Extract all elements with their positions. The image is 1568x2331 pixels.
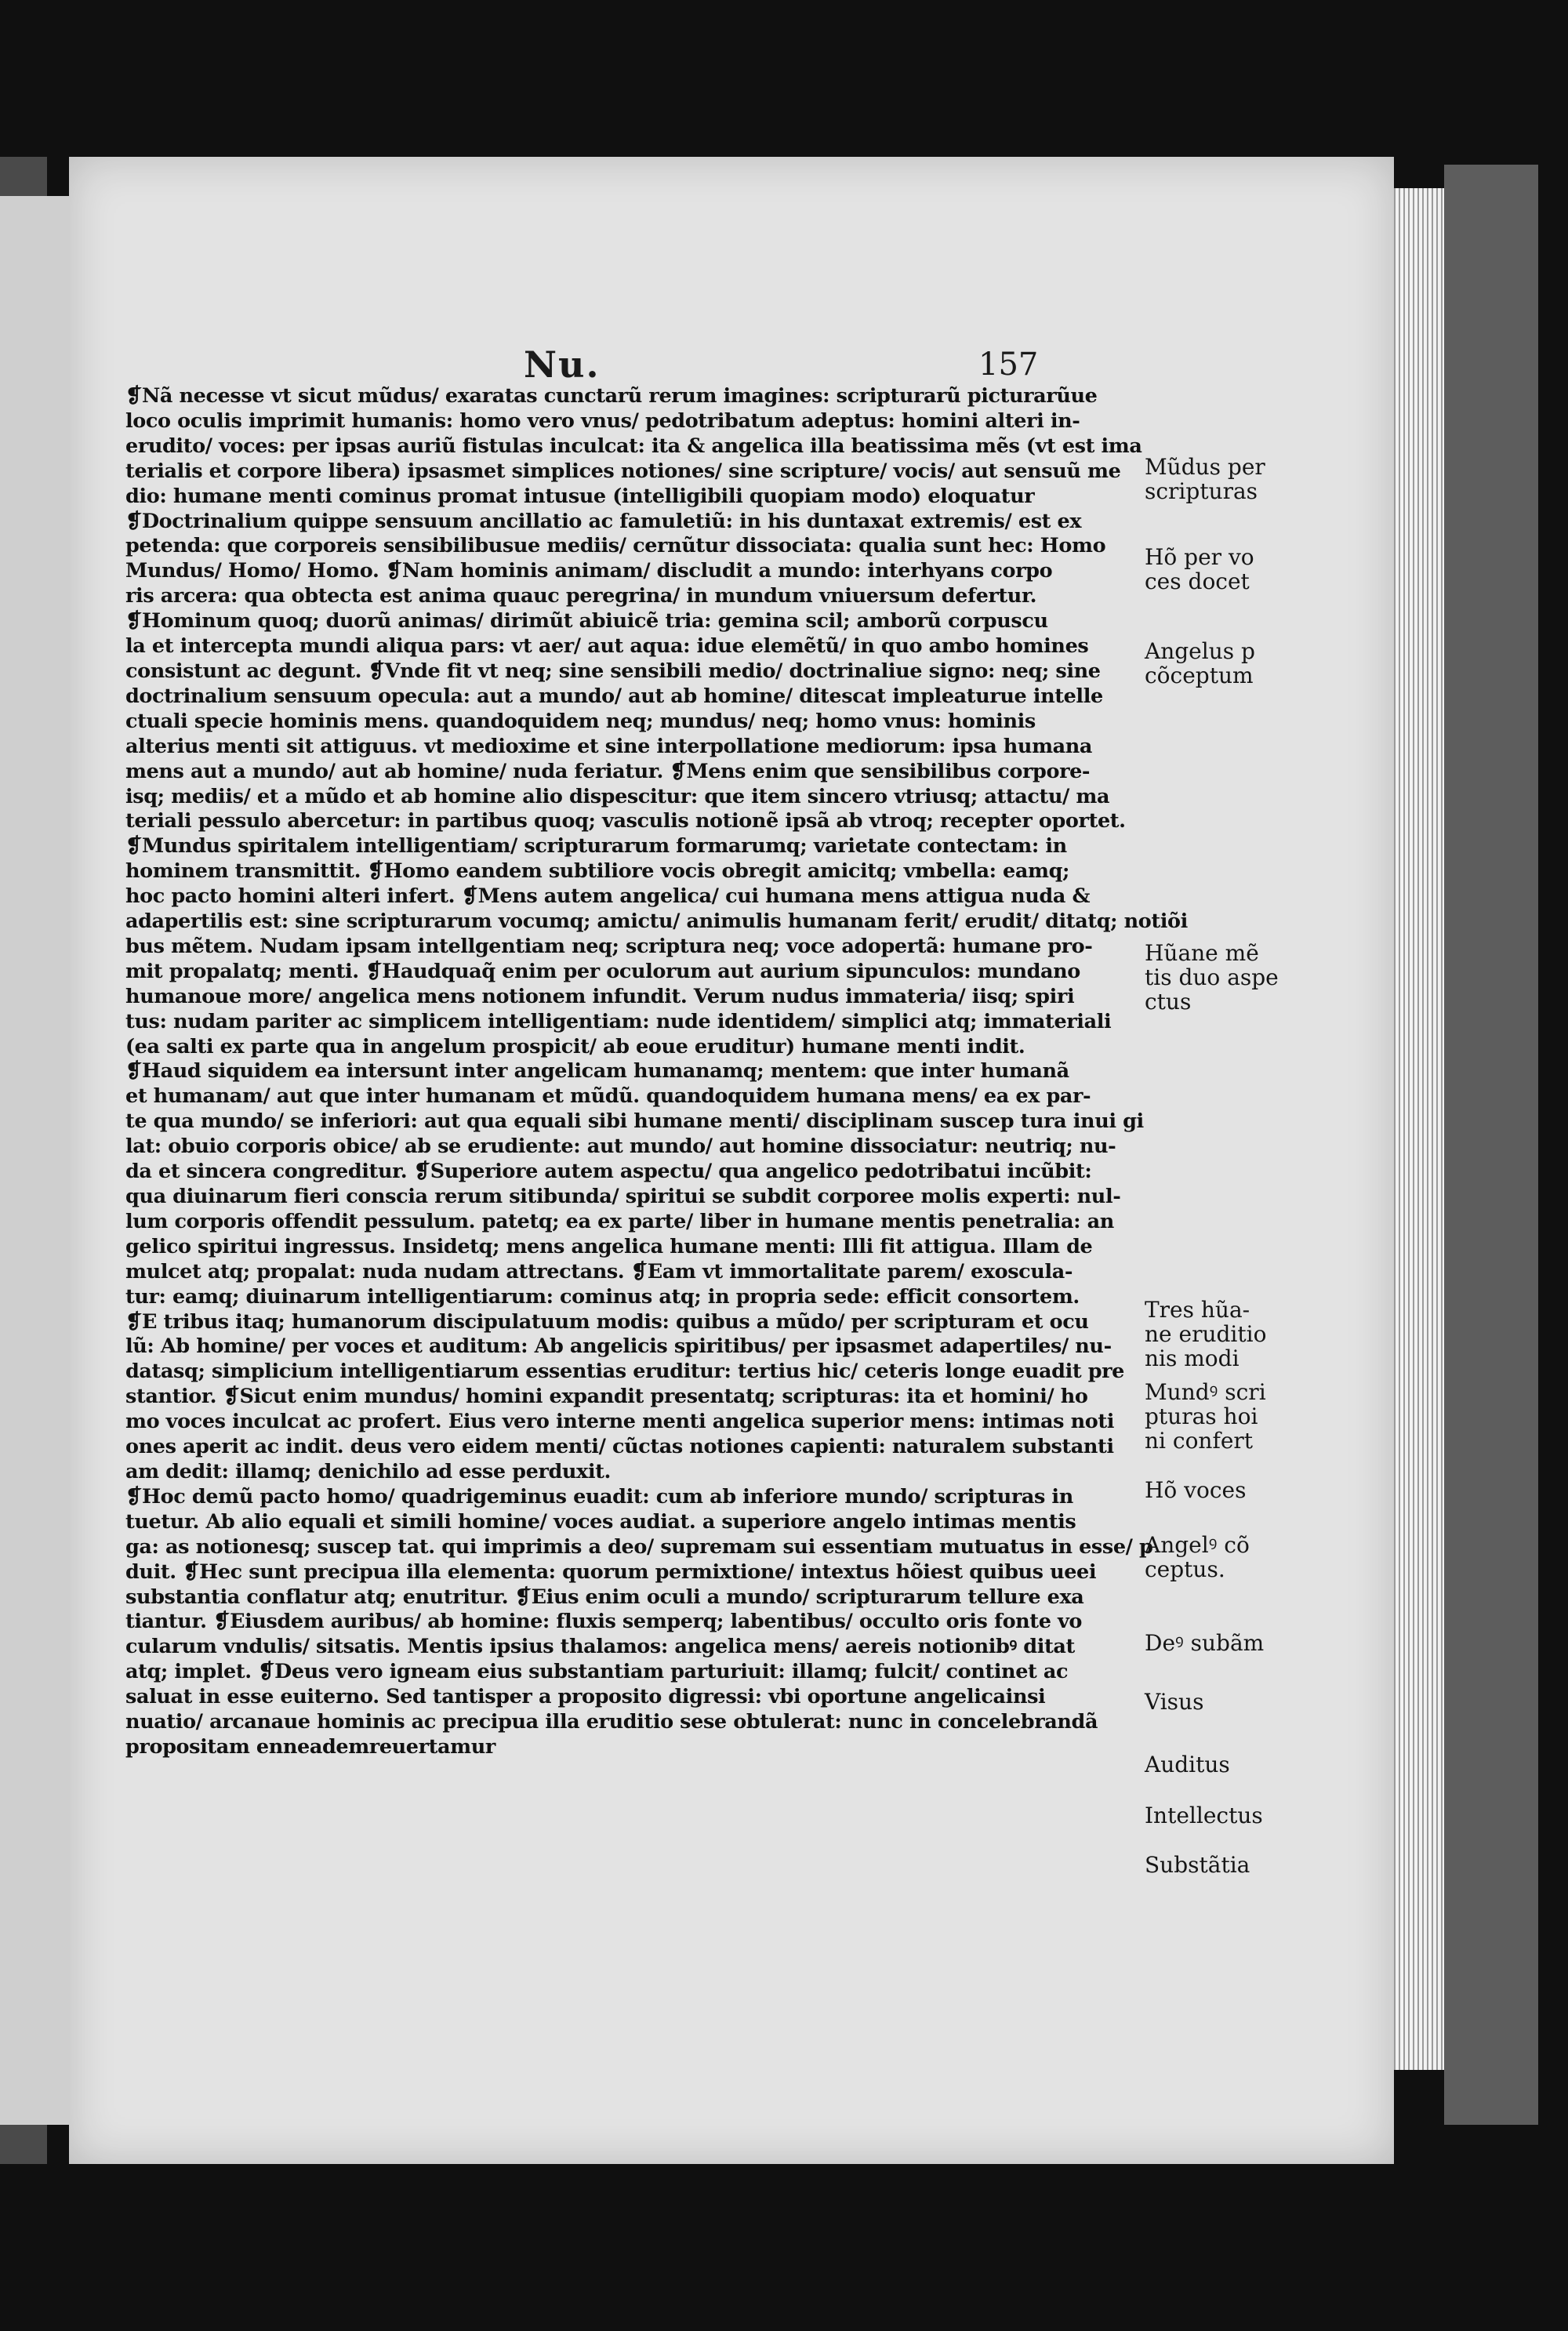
text-line: mens aut a mundo/ aut ab homine/ nuda feriatur. ❡Mens enim que sensibilibus corpore- xyxy=(125,759,1091,783)
text-line: doctrinalium sensuum opecula: aut a mundo/ aut ab homine/ ditescat impleaturue intelle xyxy=(125,684,1103,708)
text-line: atq; implet. ❡Deus vero igneam eius substantiam parturiuit: illamq; fulcit/ continet ac xyxy=(125,1660,1069,1684)
margin-note xyxy=(1145,1631,1294,1655)
margin-note-line: cõceptum xyxy=(1145,663,1254,688)
text-line: adapertilis est: sine scripturarum vocumq; amictu/ animulis humanam ferit/ erudit/ ditatq; notiõi xyxy=(125,910,1188,934)
book-cover-right xyxy=(1444,165,1538,2125)
text-line: loco oculis imprimit humanis: homo vero vnus/ pedotribatum adeptus: homini alteri in- xyxy=(125,408,1080,433)
text-line: ctuali specie hominis mens. quandoquidem neq; mundus/ neq; homo vnus: hominis xyxy=(125,709,1036,733)
text-line: hominem transmittit. ❡Homo eandem subtiliore vocis obregit amicitq; vmbella: eamq; xyxy=(125,859,1070,884)
text-line: teriali pessulo abercetur: in partibus quoq; vasculis notionẽ ipsã ab vtroq; recepter oportet. xyxy=(125,809,1126,833)
text-line: lũ: Ab homine/ per voces et auditum: Ab angelicis spiritibus/ per ipsasmet adapertiles/ nu- xyxy=(125,1334,1112,1359)
margin-note xyxy=(1145,1478,1294,1502)
text-line: et humanam/ aut que inter humanam et mũdũ. quandoquidem humana mens/ ea ex par- xyxy=(125,1084,1091,1109)
text-line: qua diuinarum fieri conscia rerum sitibunda/ spiritui se subdit corporee molis experti: nul- xyxy=(125,1185,1121,1208)
margin-note xyxy=(1145,1533,1294,1581)
text-line: nuatio/ arcanaue hominis ac precipua illa eruditio sese obtulerat: nunc in concelebrandã xyxy=(125,1710,1098,1734)
text-line: ❡Doctrinalium quippe sensuum ancillatio ac famuletiũ: in his duntaxat extremis/ est ex xyxy=(125,509,1082,533)
margin-note-line: nis modi xyxy=(1145,1345,1240,1371)
margin-note-line: ne eruditio xyxy=(1145,1321,1267,1347)
margin-note xyxy=(1145,1690,1294,1714)
text-line: mo voces inculcat ac profert. Eius vero interne menti angelica superior mens: intimas noti xyxy=(125,1410,1115,1434)
text-line: am dedit: illamq; denichilo ad esse perduxit. xyxy=(125,1459,611,1483)
margin-note-line: Visus xyxy=(1145,1689,1204,1715)
text-line: tiantur. ❡Eiusdem auribus/ ab homine: fluxis semperq; labentibus/ occulto oris fonte vo xyxy=(125,1610,1083,1634)
margin-note xyxy=(1145,639,1294,688)
text-line: isq; mediis/ et a mũdo et ab homine alio dispescitur: que item sincero vtriusq; attactu/ ma xyxy=(125,784,1110,808)
text-line: da et sincera congreditur. ❡Superiore autem aspectu/ qua angelico pedotribatui incũbit: xyxy=(125,1160,1092,1184)
page-number: 157 xyxy=(978,347,1039,383)
margin-note-line: Angelꝰ cõ xyxy=(1145,1532,1250,1558)
book-page xyxy=(69,157,1394,2164)
running-title: Nu. xyxy=(524,343,601,386)
text-line: lat: obuio corporis obice/ ab se erudiente: aut mundo/ aut homine dissociatur: neutriq; nu- xyxy=(125,1135,1116,1159)
margin-note-line: Hõ per vo xyxy=(1145,544,1254,570)
text-line: tuetur. Ab alio equali et simili homine/ voces audiat. a superiore angelo intimas mentis xyxy=(125,1509,1076,1534)
text-line: cularum vndulis/ sitsatis. Mentis ipsius thalamos: angelica mens/ aereis notionibꝰ ditat xyxy=(125,1635,1075,1659)
text-line: ris arcera: qua obtecta est anima quauc peregrina/ in mundum vniuersum defertur. xyxy=(125,584,1037,608)
margin-note-line: scripturas xyxy=(1145,478,1258,504)
margin-note-line: pturas hoi xyxy=(1145,1403,1258,1429)
margin-note-line: ceptus. xyxy=(1145,1556,1225,1582)
main-text-block xyxy=(125,384,1279,1878)
text-line: ones aperit ac indit. deus vero eidem menti/ cũctas notiones capienti: naturalem substanti xyxy=(125,1435,1114,1459)
margin-note-line: Angelus p xyxy=(1145,638,1255,664)
margin-note xyxy=(1145,1380,1294,1453)
margin-note-line: Hõ voces xyxy=(1145,1477,1247,1503)
text-line: datasq; simplicium intelligentiarum essentias eruditur: tertius hic/ ceteris longe euadit pre xyxy=(125,1360,1125,1384)
text-line: ❡Mundus spiritalem intelligentiam/ scripturarum formarumq; varietate contectam: in xyxy=(125,834,1067,859)
text-line: bus mẽtem. Nudam ipsam intellgentiam neq; scriptura neq; voce adopertã: humane pro- xyxy=(125,934,1093,958)
margin-note-line: Mũdus per xyxy=(1145,454,1265,480)
text-line: tus: nudam pariter ac simplicem intelligentiam: nude identidem/ simplici atq; immateriali xyxy=(125,1009,1112,1033)
text-line: ❡E tribus itaq; humanorum discipulatuum modis: quibus a mũdo/ per scripturam et ocu xyxy=(125,1309,1089,1334)
text-line: ❡Haud siquidem ea intersunt inter angelicam humanamq; mentem: que inter humanã xyxy=(125,1059,1069,1084)
text-line: ❡Nã necesse vt sicut mũdus/ exaratas cunctarũ rerum imagines: scripturarũ picturarũue xyxy=(125,384,1098,408)
text-line: mit propalatq; menti. ❡Haudquaq̃ enim per oculorum aut aurium sipunculos: mundano xyxy=(125,959,1080,983)
text-line: mulcet atq; propalat: nuda nudam attrectans. ❡Eam vt immortalitate parem/ exoscula- xyxy=(125,1259,1073,1284)
text-line: stantior. ❡Sicut enim mundus/ homini expandit presentatq; scripturas: ita et homini/ ho xyxy=(125,1385,1088,1409)
text-line: propositam enneademreuertamur xyxy=(125,1734,495,1759)
text-line: ❡Hominum quoq; duorũ animas/ dirimũt abiuicẽ tria: gemina scil; amborũ corpuscu xyxy=(125,609,1048,634)
text-line: petenda: que corporeis sensibilibusue mediis/ cernũtur dissociata: qualia sunt hec: Homo xyxy=(125,534,1106,558)
margin-note xyxy=(1145,1298,1294,1371)
text-line: hoc pacto homini alteri infert. ❡Mens autem angelica/ cui humana mens attigua nuda & xyxy=(125,884,1091,909)
margin-note xyxy=(1145,941,1294,1014)
margin-note-line: Intellectus xyxy=(1145,1803,1263,1828)
margin-note-line: ni confert xyxy=(1145,1428,1254,1454)
margin-note xyxy=(1145,1853,1294,1877)
text-line: ga: as notionesq; suscep tat. qui imprimis a deo/ supremam sui essentiam mutuatus in esse/ p xyxy=(125,1534,1153,1559)
margin-note-line: Hũane mẽ xyxy=(1145,940,1259,966)
text-line: substantia conflatur atq; enutritur. ❡Eius enim oculi a mundo/ scripturarum tellure exa xyxy=(125,1585,1084,1609)
text-line: saluat in esse euiterno. Sed tantisper a proposito digressi: vbi oportune angelicainsi xyxy=(125,1685,1046,1709)
margin-note-line: ces docet xyxy=(1145,568,1250,594)
text-line: gelico spiritui ingressus. Insidetq; mens angelica humane menti: Illi fit attigua. Illam de xyxy=(125,1234,1093,1258)
text-line: alterius menti sit attiguus. vt medioxime et sine interpollatione mediorum: ipsa humana xyxy=(125,734,1093,758)
margin-note-line: Mundꝰ scri xyxy=(1145,1379,1266,1405)
text-line: tur: eamq; diuinarum intelligentiarum: cominus atq; in propria sede: efficit consortem. xyxy=(125,1284,1080,1309)
margin-note-line: tis duo aspe xyxy=(1145,964,1279,990)
text-line: humanoue more/ angelica mens notionem infundit. Verum nudus immateria/ iisq; spiri xyxy=(125,984,1075,1008)
margin-note-line: Substãtia xyxy=(1145,1852,1250,1878)
facing-page-edge xyxy=(0,196,78,2125)
text-line: dio: humane menti cominus promat intusue (intelligibili quopiam modo) eloquatur xyxy=(125,484,1035,508)
text-line: erudito/ voces: per ipsas auriũ fistulas inculcat: ita & angelica illa beatissima mẽs (vt est ima xyxy=(125,434,1142,458)
margin-note-line: Deꝰ subãm xyxy=(1145,1630,1265,1656)
margin-note xyxy=(1145,455,1294,503)
text-line: la et intercepta mundi aliqua pars: vt aer/ aut aqua: idue elemẽtũ/ in quo ambo homines xyxy=(125,634,1089,659)
page-header xyxy=(69,343,1394,390)
text-line: lum corporis offendit pessulum. patetq; ea ex parte/ liber in humane mentis penetralia: an xyxy=(125,1209,1114,1233)
margin-note xyxy=(1145,1803,1294,1828)
margin-note-line: ctus xyxy=(1145,989,1192,1015)
text-line: (ea salti ex parte qua in angelum prospicit/ ab eoue eruditur) humane menti indit. xyxy=(125,1034,1025,1058)
margin-note xyxy=(1145,545,1294,594)
text-line: Mundus/ Homo/ Homo. ❡Nam hominis animam/ discludit a mundo: interhyans corpo xyxy=(125,559,1053,583)
text-line: te qua mundo/ se inferiori: aut qua equali sibi humane menti/ disciplinam suscep tura inui gi xyxy=(125,1109,1144,1134)
margin-note-line: Tres hũa- xyxy=(1145,1297,1250,1323)
text-line: ❡Hoc demũ pacto homo/ quadrigeminus euadit: cum ab inferiore mundo/ scripturas in xyxy=(125,1484,1073,1509)
margin-note-line: Auditus xyxy=(1145,1752,1230,1777)
text-line: terialis et corpore libera) ipsasmet simplices notiones/ sine scripture/ vocis/ aut sensuũ me xyxy=(125,459,1121,483)
margin-note xyxy=(1145,1752,1294,1777)
text-line: consistunt ac degunt. ❡Vnde fit vt neq; sine sensibili medio/ doctrinaliue signo: neq; sine xyxy=(125,659,1101,683)
text-line: duit. ❡Hec sunt precipua illa elementa: quorum permixtione/ intextus hõiest quibus ueei xyxy=(125,1559,1097,1584)
